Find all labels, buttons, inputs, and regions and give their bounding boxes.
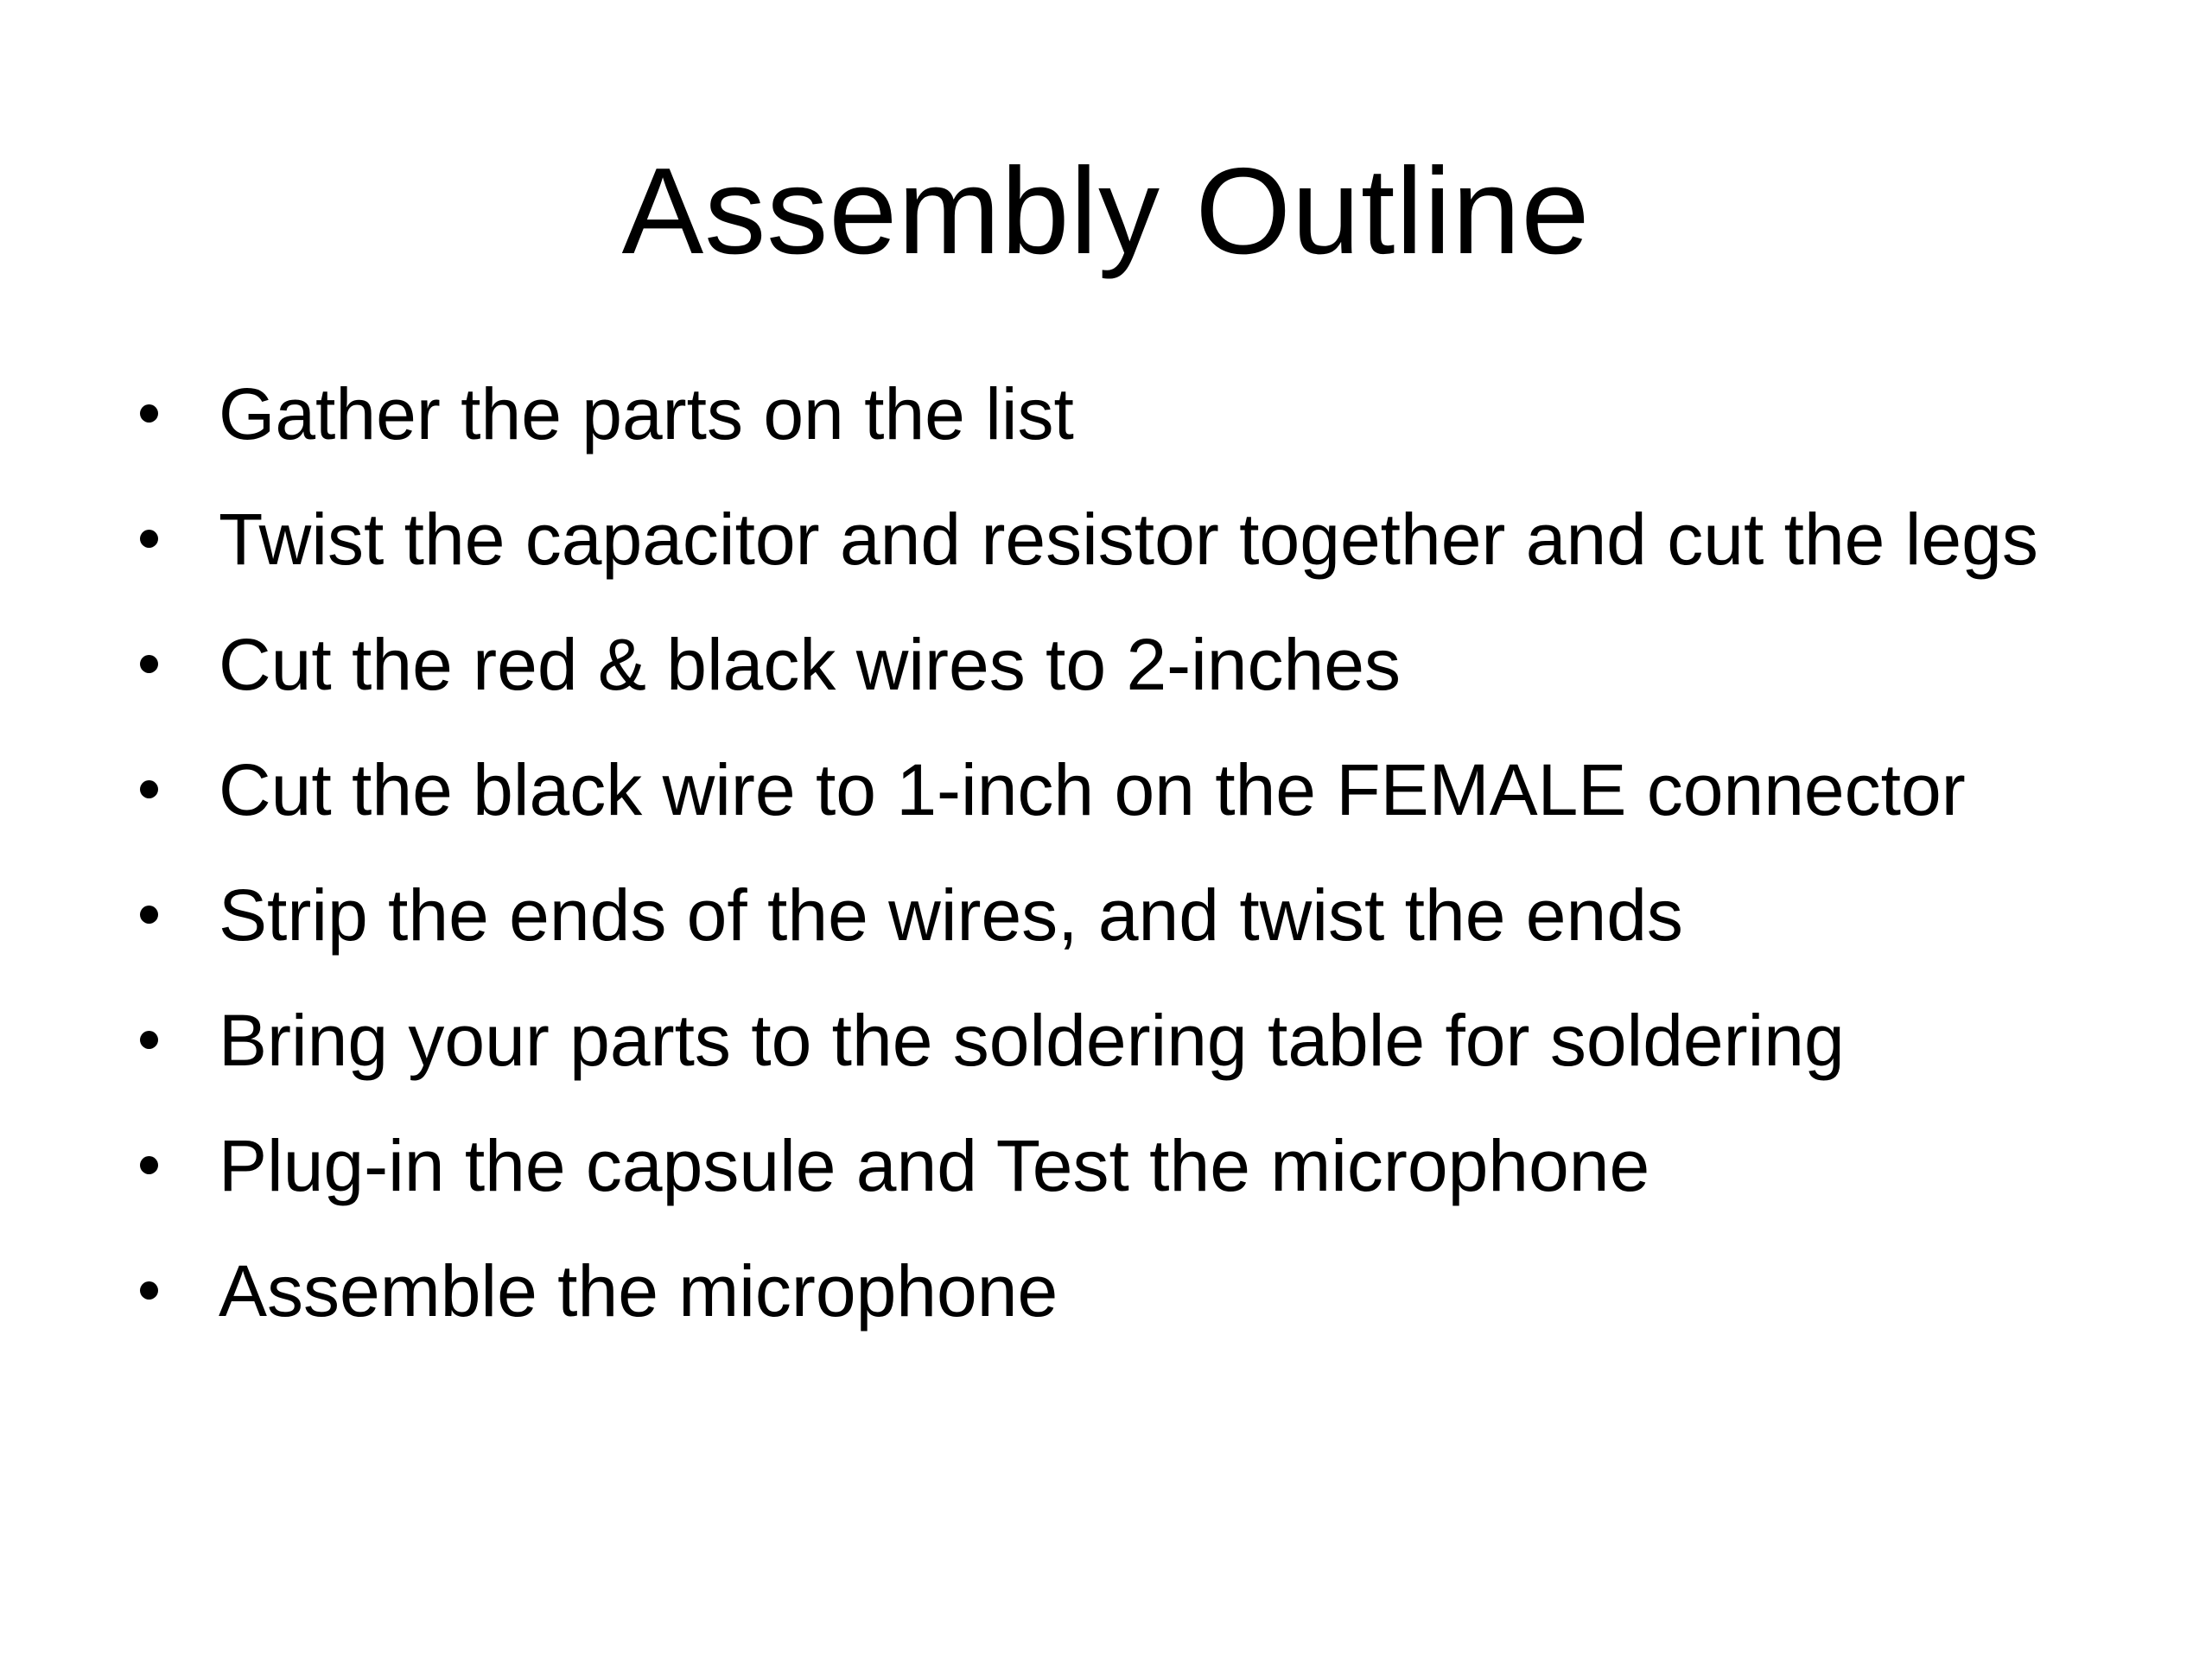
bullet-icon (140, 1031, 158, 1049)
list-item (130, 1240, 2100, 1343)
list-item (130, 989, 2100, 1092)
bullet-icon (140, 1281, 158, 1300)
slide-title: Assembly Outline (621, 143, 1591, 280)
bullet-text: Cut the black wire to 1-inch on the FEMALE connector (219, 749, 1966, 830)
bullet-text: Strip the ends of the wires, and twist the ends (219, 874, 1683, 956)
bullet-text: Plug-in the capsule and Test the microphone (219, 1125, 1650, 1206)
bullet-text: Gather the parts on the list (219, 373, 1074, 454)
bullet-icon (140, 780, 158, 798)
list-item (130, 363, 2100, 466)
bullet-icon (140, 404, 158, 423)
list-item (130, 613, 2100, 716)
bullet-icon (140, 1156, 158, 1174)
list-item (130, 1115, 2100, 1217)
list-item (130, 739, 2100, 842)
bullet-text: Cut the red & black wires to 2-inches (219, 624, 1401, 705)
bullet-icon (140, 655, 158, 673)
bullet-text: Twist the capacitor and resistor together and cut the legs (219, 499, 2038, 580)
bullet-icon (140, 530, 158, 548)
bullet-text: Assemble the microphone (219, 1250, 1058, 1332)
list-item (130, 864, 2100, 967)
bullet-list (130, 363, 2100, 1365)
bullet-icon (140, 906, 158, 924)
bullet-text: Bring your parts to the soldering table for soldering (219, 1000, 1845, 1081)
list-item (130, 488, 2100, 591)
